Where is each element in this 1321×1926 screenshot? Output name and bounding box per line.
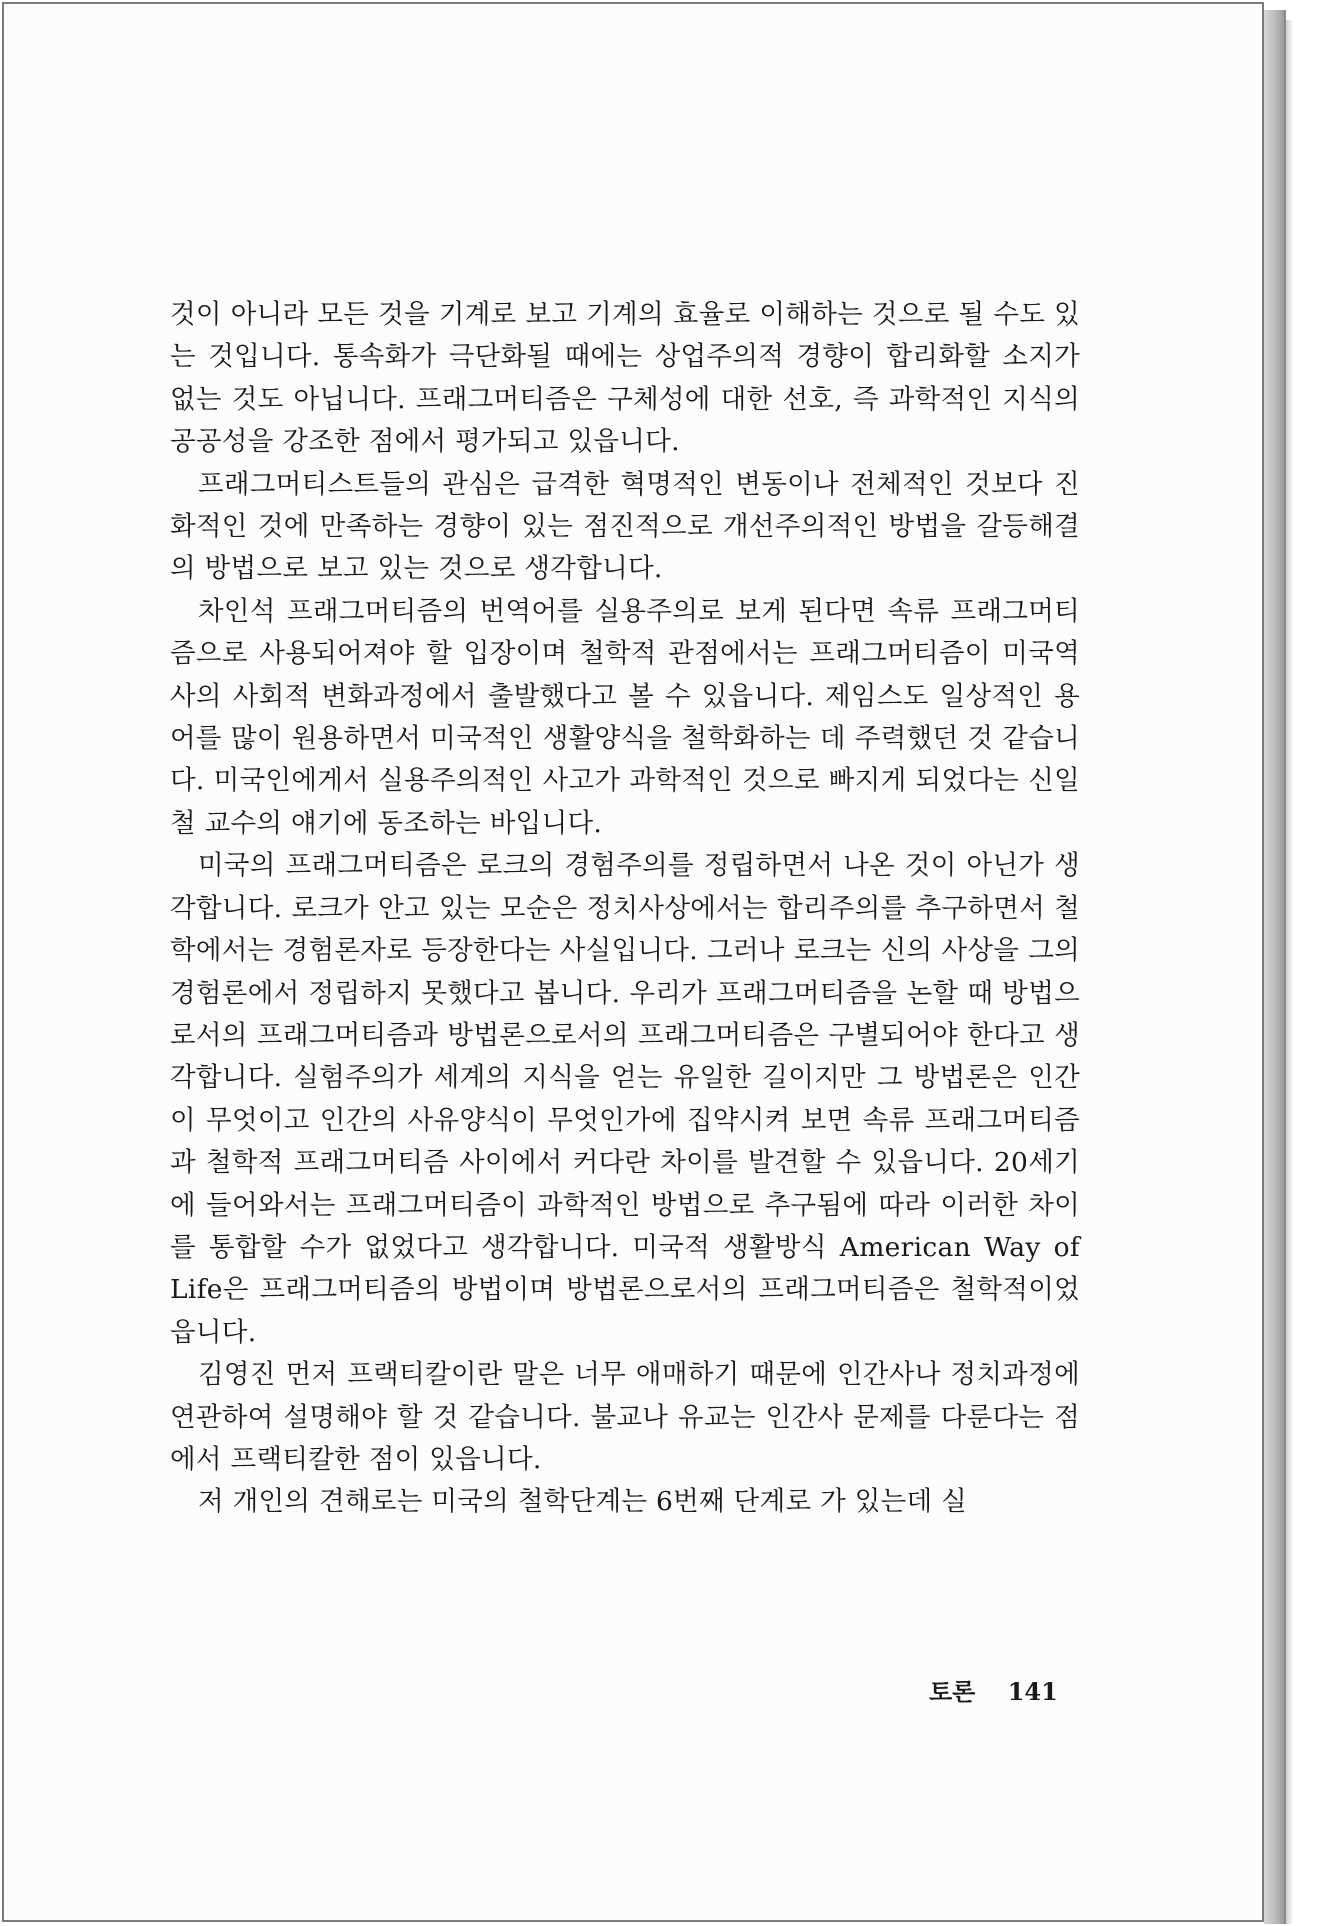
page-number: 141 (1007, 1677, 1058, 1706)
paragraph-personal-view: 저 개인의 견해로는 미국의 철학단계는 6번째 단계로 가 있는데 실 (198, 1486, 968, 1518)
paragraph-kim-youngjin: 김영진 먼저 프랙티칼이란 말은 너무 애매하기 때문에 인간사나 정치과정에 연관하여 설명해야 할 것 같습니다. 불교나 유교는 인간사 문제를 다룬다는 점에서 프랙티칼한 점이 있읍니다. (170, 1359, 1080, 1475)
book-page (2, 2, 1264, 1922)
body-text (170, 294, 1080, 1524)
page-footer (929, 1672, 1058, 1707)
section-label: 토론 (929, 1677, 976, 1706)
page-stack-edge (1264, 10, 1286, 1924)
paragraph-continuation: 것이 아니라 모든 것을 기계로 보고 기계의 효율로 이해하는 것으로 될 수도 있는 것입니다. 통속화가 극단화될 때에는 상업주의적 경향이 합리화할 소지가 없는 것도 아닙니다. 프래그머티즘은 구체성에 대한 선호, 즉 과학적인 지식의 공공성을 강조한 점에서 평가되고 있읍니다. (170, 299, 1080, 458)
paragraph-pragmatists: 프래그머티스트들의 관심은 급격한 혁명적인 변동이나 전체적인 것보다 진화적인 것에 만족하는 경향이 있는 점진적으로 개선주의적인 방법을 갈등해결의 방법으로 보고 있는 것으로 생각합니다. (170, 468, 1080, 585)
paragraph-cha-inseok: 차인석 프래그머티즘의 번역어를 실용주의로 보게 된다면 속류 프래그머티즘으로 사용되어져야 할 입장이며 철학적 관점에서는 프래그머티즘이 미국역사의 사회적 변화과정에서 출발했다고 볼 수 있읍니다. 제임스도 일상적인 용어를 많이 원용하면서 미국적인 생활양식을 철학화하는 데 주력했던 것 같습니다. 미국인에게서 실용주의적인 사고가 과학적인 것으로 빠지게 되었다는 신일철 교수의 얘기에 동조하는 바입니다. (170, 595, 1080, 839)
page-edge-shadow (1286, 20, 1294, 1924)
paragraph-locke: 미국의 프래그머티즘은 로크의 경험주의를 정립하면서 나온 것이 아닌가 생각합니다. 로크가 안고 있는 모순은 정치사상에서는 합리주의를 추구하면서 철학에서는 경험론자로 등장한다는 사실입니다. 그러나 로크는 신의 사상을 그의 경험론에서 정립하지 못했다고 봅니다. 우리가 프래그머티즘을 논할 때 방법으로서의 프래그머티즘과 방법론으로서의 프래그머티즘은 구별되어야 한다고 생각합니다. 실험주의가 세계의 지식을 얻는 유일한 길이지만 그 방법론은 인간이 무엇이고 인간의 사유양식이 무엇인가에 집약시켜 보면 속류 프래그머티즘과 철학적 프래그머티즘 사이에서 커다란 차이를 발견할 수 있읍니다. 20세기에 들어와서는 프래그머티즘이 과학적인 방법으로 추구됨에 따라 이러한 차이를 통합할 수가 없었다고 생각합니다. 미국적 생활방식 American Way of Life은 프래그머티즘의 방법이며 방법론으로서의 프래그머티즘은 철학적이었읍니다. (170, 850, 1080, 1348)
